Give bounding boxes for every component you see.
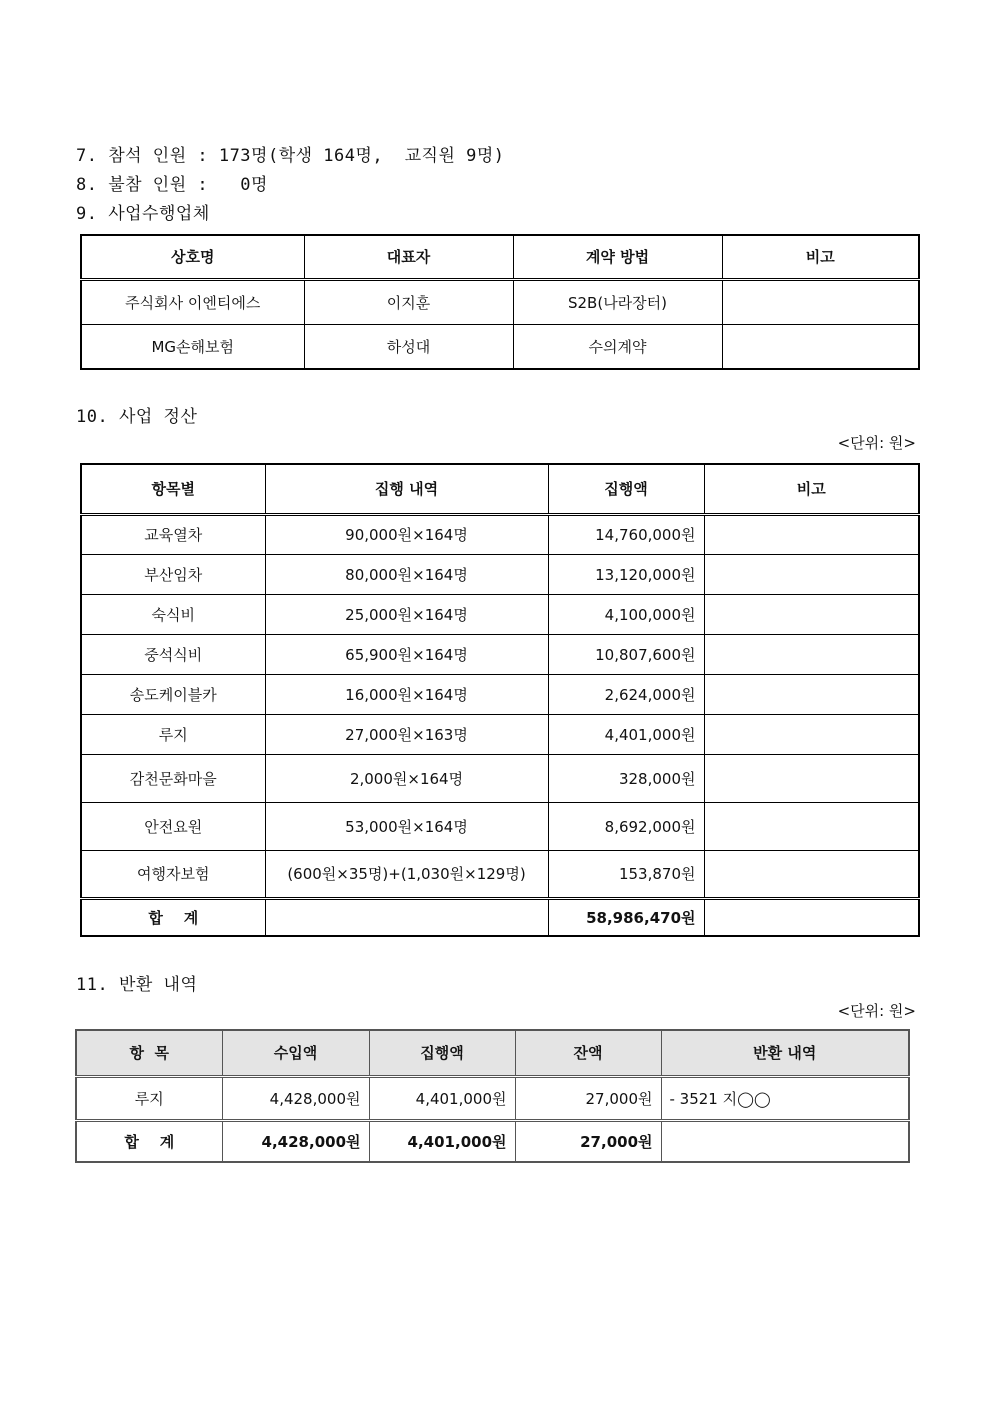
refund-header-cell: 수입액 (222, 1030, 369, 1076)
settlement-header-cell: 집행 내역 (265, 464, 548, 514)
item-7-attendance: 7. 참석 인원 : 173명(학생 164명, 교직원 9명) (76, 146, 505, 166)
settlement-detail: (600원×35명)+(1,030원×129명) (265, 850, 548, 898)
settlement-note (704, 674, 919, 714)
table-row (81, 714, 919, 754)
settlement-detail: 27,000원×163명 (265, 714, 548, 754)
settlement-item: 중석식비 (81, 634, 265, 674)
settlement-note (704, 850, 919, 898)
refund-total-detail (661, 1120, 909, 1162)
settlement-total-note (704, 898, 919, 936)
vendor-note (722, 279, 919, 324)
settlement-amount: 14,760,000원 (548, 514, 704, 554)
vendor-name: MG손해보험 (81, 324, 304, 369)
settlement-note (704, 594, 919, 634)
settlement-item: 루지 (81, 714, 265, 754)
refund-income: 4,428,000원 (222, 1076, 369, 1120)
settlement-amount: 2,624,000원 (548, 674, 704, 714)
item-9-vendors-heading: 9. 사업수행업체 (76, 204, 210, 224)
vendor-contract-method: S2B(나라장터) (513, 279, 722, 324)
refund-total-balance: 27,000원 (515, 1120, 661, 1162)
settlement-item: 감천문화마을 (81, 754, 265, 802)
settlement-amount: 13,120,000원 (548, 554, 704, 594)
settlement-unit-label: <단위: 원> (837, 434, 916, 452)
settlement-amount: 8,692,000원 (548, 802, 704, 850)
settlement-detail: 2,000원×164명 (265, 754, 548, 802)
refund-total-label: 합 계 (76, 1120, 222, 1162)
item-11-refund-heading: 11. 반환 내역 (76, 975, 198, 995)
settlement-amount: 328,000원 (548, 754, 704, 802)
settlement-note (704, 634, 919, 674)
settlement-total-label: 합 계 (81, 898, 265, 936)
table-row (81, 279, 919, 324)
settlement-note (704, 802, 919, 850)
refund-balance: 27,000원 (515, 1076, 661, 1120)
settlement-item: 교육열차 (81, 514, 265, 554)
refund-unit-label: <단위: 원> (837, 1002, 916, 1020)
refund-header-cell: 집행액 (369, 1030, 515, 1076)
settlement-detail: 80,000원×164명 (265, 554, 548, 594)
item-10-settlement-heading: 10. 사업 정산 (76, 407, 198, 427)
settlement-note (704, 554, 919, 594)
table-row (81, 850, 919, 898)
vendors-header-cell: 비고 (722, 235, 919, 279)
settlement-note (704, 514, 919, 554)
settlement-item: 송도케이블카 (81, 674, 265, 714)
refund-total-executed: 4,401,000원 (369, 1120, 515, 1162)
vendor-name: 주식회사 이엔티에스 (81, 279, 304, 324)
settlement-note (704, 714, 919, 754)
settlement-amount: 4,401,000원 (548, 714, 704, 754)
settlement-total-row (81, 898, 919, 936)
table-row (81, 554, 919, 594)
settlement-amount: 4,100,000원 (548, 594, 704, 634)
settlement-detail: 53,000원×164명 (265, 802, 548, 850)
refund-total-income: 4,428,000원 (222, 1120, 369, 1162)
vendor-contract-method: 수의계약 (513, 324, 722, 369)
table-row (81, 514, 919, 554)
refund-header-cell: 항 목 (76, 1030, 222, 1076)
vendors-header-cell: 계약 방법 (513, 235, 722, 279)
settlement-note (704, 754, 919, 802)
settlement-item: 숙식비 (81, 594, 265, 634)
refund-total-row (76, 1120, 909, 1162)
settlement-amount: 10,807,600원 (548, 634, 704, 674)
settlement-detail: 65,900원×164명 (265, 634, 548, 674)
settlement-total-detail (265, 898, 548, 936)
vendors-table (80, 234, 920, 370)
refund-item: 루지 (76, 1076, 222, 1120)
refund-executed: 4,401,000원 (369, 1076, 515, 1120)
vendors-header-cell: 대표자 (304, 235, 513, 279)
settlement-header-cell: 비고 (704, 464, 919, 514)
table-row (81, 754, 919, 802)
settlement-detail: 25,000원×164명 (265, 594, 548, 634)
vendors-header-row (81, 235, 919, 279)
settlement-table (80, 463, 920, 937)
refund-header-cell: 반환 내역 (661, 1030, 909, 1076)
vendor-note (722, 324, 919, 369)
settlement-item: 여행자보험 (81, 850, 265, 898)
settlement-header-row (81, 464, 919, 514)
settlement-header-cell: 항목별 (81, 464, 265, 514)
settlement-item: 부산임차 (81, 554, 265, 594)
settlement-header-cell: 집행액 (548, 464, 704, 514)
vendors-header-cell: 상호명 (81, 235, 304, 279)
table-row (81, 802, 919, 850)
table-row (81, 594, 919, 634)
table-row (76, 1076, 909, 1120)
vendor-representative: 하성대 (304, 324, 513, 369)
refund-table (75, 1029, 910, 1163)
settlement-detail: 16,000원×164명 (265, 674, 548, 714)
vendor-representative: 이지훈 (304, 279, 513, 324)
settlement-detail: 90,000원×164명 (265, 514, 548, 554)
item-8-absence: 8. 불참 인원 : 0명 (76, 175, 268, 195)
settlement-amount: 153,870원 (548, 850, 704, 898)
settlement-item: 안전요원 (81, 802, 265, 850)
refund-header-row (76, 1030, 909, 1076)
table-row (81, 324, 919, 369)
table-row (81, 674, 919, 714)
settlement-total-amount: 58,986,470원 (548, 898, 704, 936)
refund-detail: - 3521 지◯◯ (661, 1076, 909, 1120)
table-row (81, 634, 919, 674)
refund-header-cell: 잔액 (515, 1030, 661, 1076)
